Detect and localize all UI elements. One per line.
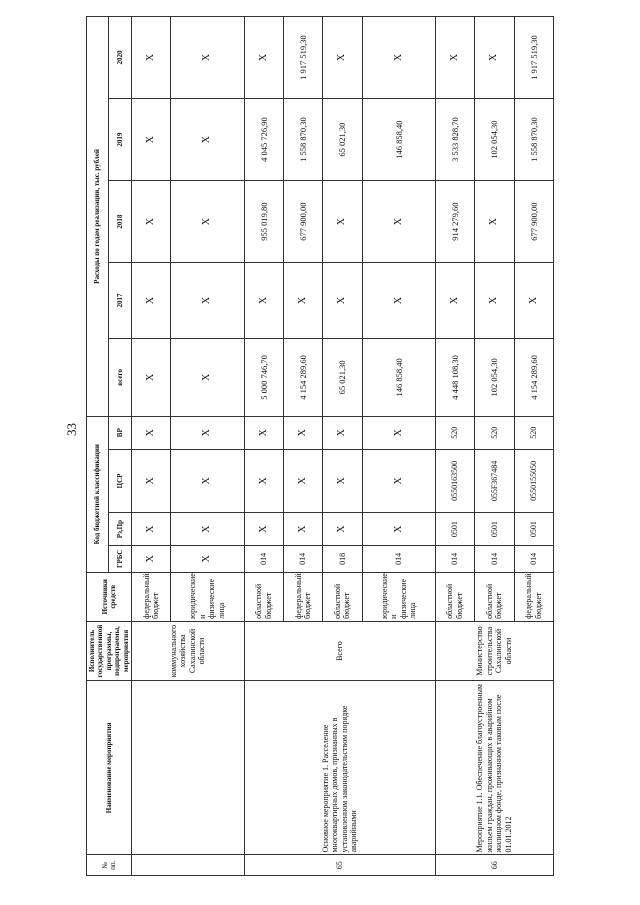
cell-vr: 520 bbox=[475, 416, 514, 449]
cell-grbs: 014 bbox=[435, 545, 474, 572]
cell-2018: X bbox=[323, 181, 362, 263]
cell-csr: 0550155050 bbox=[514, 449, 553, 513]
table-row bbox=[131, 17, 170, 876]
cell-source: юридические и физические лица bbox=[171, 572, 244, 621]
cell-total: 102 054,30 bbox=[475, 338, 514, 416]
header-grbs: ГРБС bbox=[109, 545, 132, 572]
cell-rzpr: X bbox=[131, 513, 170, 546]
table-row bbox=[435, 17, 474, 876]
cell-source: областной бюджет bbox=[244, 572, 283, 621]
cell-total: X bbox=[171, 338, 244, 416]
cell-vr: X bbox=[362, 416, 435, 449]
cell-total: 5 000 746,70 bbox=[244, 338, 283, 416]
cell-source: областной бюджет bbox=[435, 572, 474, 621]
cell-csr: X bbox=[244, 449, 283, 513]
cell-2017: X bbox=[435, 263, 474, 339]
cell-executor: Всего bbox=[244, 621, 435, 680]
cell-rzpr: 0501 bbox=[475, 513, 514, 546]
cell-grbs: 018 bbox=[323, 545, 362, 572]
header-executor: Исполнитель государственной программы, подпрограммы, мероприятия bbox=[87, 621, 132, 680]
cell-2020: X bbox=[362, 17, 435, 99]
cell-rzpr: X bbox=[362, 513, 435, 546]
cell-total: 4 154 289,60 bbox=[514, 338, 553, 416]
cell-2020: X bbox=[475, 17, 514, 99]
header-total: всего bbox=[109, 338, 132, 416]
header-rzpr: Рз,Пр bbox=[109, 513, 132, 546]
cell-rzpr: X bbox=[283, 513, 322, 546]
cell-vr: X bbox=[323, 416, 362, 449]
cell-rzpr: X bbox=[244, 513, 283, 546]
cell-csr: 0550163500 bbox=[435, 449, 474, 513]
cell-source: федеральный бюджет bbox=[514, 572, 553, 621]
cell-total: X bbox=[131, 338, 170, 416]
header-expenses: Расходы по годам реализации, тыс. рублей bbox=[87, 17, 109, 417]
cell-2018: X bbox=[171, 181, 244, 263]
cell-name: Мероприятие 1.1. Обеспечение благоустроенным жильем граждан, проживающих в аварийном жилищном фонде, признанном таковым после 01.01.2012 bbox=[435, 681, 553, 855]
cell-total: 4 448 108,30 bbox=[435, 338, 474, 416]
cell-num: 65 bbox=[244, 855, 435, 876]
cell-vr: X bbox=[131, 416, 170, 449]
cell-2018: X bbox=[131, 181, 170, 263]
header-2020: 2020 bbox=[109, 17, 132, 99]
cell-source: областной бюджет bbox=[475, 572, 514, 621]
cell-num bbox=[131, 855, 244, 876]
cell-name bbox=[131, 681, 244, 855]
cell-source: юридические и физические лица bbox=[362, 572, 435, 621]
cell-2017: X bbox=[475, 263, 514, 339]
cell-2019: X bbox=[131, 99, 170, 181]
cell-2020: 1 917 519,30 bbox=[514, 17, 553, 99]
cell-executor: коммунального хозяйства Сахалинской области bbox=[131, 621, 244, 680]
cell-2020: X bbox=[323, 17, 362, 99]
cell-2019: 1 558 870,30 bbox=[514, 99, 553, 181]
cell-grbs: 014 bbox=[244, 545, 283, 572]
rotated-table-container bbox=[86, 16, 552, 876]
cell-vr: 520 bbox=[435, 416, 474, 449]
cell-csr: X bbox=[323, 449, 362, 513]
cell-name: Основное мероприятие 1. Расселение многоквартирных домов, признанных в установленном законодательством порядке аварийными bbox=[244, 681, 435, 855]
cell-2017: X bbox=[323, 263, 362, 339]
header-vr: ВР bbox=[109, 416, 132, 449]
header-row-1 bbox=[87, 17, 109, 876]
cell-grbs: X bbox=[131, 545, 170, 572]
cell-2019: 102 054,30 bbox=[475, 99, 514, 181]
page-number: 33 bbox=[64, 423, 79, 436]
cell-2018: 955 019,80 bbox=[244, 181, 283, 263]
cell-source: федеральный бюджет bbox=[131, 572, 170, 621]
cell-grbs: 014 bbox=[475, 545, 514, 572]
cell-csr: X bbox=[131, 449, 170, 513]
cell-vr: X bbox=[283, 416, 322, 449]
cell-vr: X bbox=[171, 416, 244, 449]
cell-2019: 3 533 828,70 bbox=[435, 99, 474, 181]
cell-2017: X bbox=[131, 263, 170, 339]
cell-source: федеральный бюджет bbox=[283, 572, 322, 621]
cell-2019: 1 558 870,30 bbox=[283, 99, 322, 181]
cell-vr: X bbox=[244, 416, 283, 449]
header-2019: 2019 bbox=[109, 99, 132, 181]
cell-2018: X bbox=[362, 181, 435, 263]
cell-2019: 4 045 726,90 bbox=[244, 99, 283, 181]
cell-rzpr: X bbox=[171, 513, 244, 546]
cell-source: областной бюджет bbox=[323, 572, 362, 621]
cell-2018: 677 900,00 bbox=[283, 181, 322, 263]
cell-num: 66 bbox=[435, 855, 553, 876]
cell-grbs: 014 bbox=[362, 545, 435, 572]
header-num: № пп. bbox=[87, 855, 132, 876]
cell-total: 146 858,40 bbox=[362, 338, 435, 416]
cell-csr: X bbox=[283, 449, 322, 513]
cell-2020: 1 917 519,30 bbox=[283, 17, 322, 99]
cell-2020: X bbox=[435, 17, 474, 99]
cell-2018: 914 279,60 bbox=[435, 181, 474, 263]
header-2018: 2018 bbox=[109, 181, 132, 263]
cell-total: 4 154 289,60 bbox=[283, 338, 322, 416]
cell-2017: X bbox=[171, 263, 244, 339]
cell-2018: X bbox=[475, 181, 514, 263]
cell-rzpr: 0501 bbox=[435, 513, 474, 546]
header-name: Наименование мероприятия bbox=[87, 681, 132, 855]
cell-2017: X bbox=[244, 263, 283, 339]
cell-2017: X bbox=[283, 263, 322, 339]
cell-rzpr: 0501 bbox=[514, 513, 553, 546]
cell-2019: 65 021,30 bbox=[323, 99, 362, 181]
table-row bbox=[244, 17, 283, 876]
cell-rzpr: X bbox=[323, 513, 362, 546]
header-source: Источники средств bbox=[87, 572, 132, 621]
cell-total: 65 021,30 bbox=[323, 338, 362, 416]
header-2017: 2017 bbox=[109, 263, 132, 339]
header-budget-code: Код бюджетной классификации bbox=[87, 416, 109, 572]
cell-vr: 520 bbox=[514, 416, 553, 449]
cell-2017: X bbox=[514, 263, 553, 339]
cell-2020: X bbox=[171, 17, 244, 99]
cell-2019: X bbox=[171, 99, 244, 181]
cell-2018: 677 900,00 bbox=[514, 181, 553, 263]
header-csr: ЦСР bbox=[109, 449, 132, 513]
cell-executor: Министерство строительства Сахалинской области bbox=[435, 621, 553, 680]
cell-grbs: 014 bbox=[514, 545, 553, 572]
cell-2020: X bbox=[131, 17, 170, 99]
cell-csr: 055F367484 bbox=[475, 449, 514, 513]
budget-table bbox=[86, 16, 554, 876]
cell-2017: X bbox=[362, 263, 435, 339]
cell-csr: X bbox=[362, 449, 435, 513]
cell-grbs: X bbox=[171, 545, 244, 572]
cell-2020: X bbox=[244, 17, 283, 99]
cell-2019: 146 858,40 bbox=[362, 99, 435, 181]
cell-csr: X bbox=[171, 449, 244, 513]
cell-grbs: 014 bbox=[283, 545, 322, 572]
